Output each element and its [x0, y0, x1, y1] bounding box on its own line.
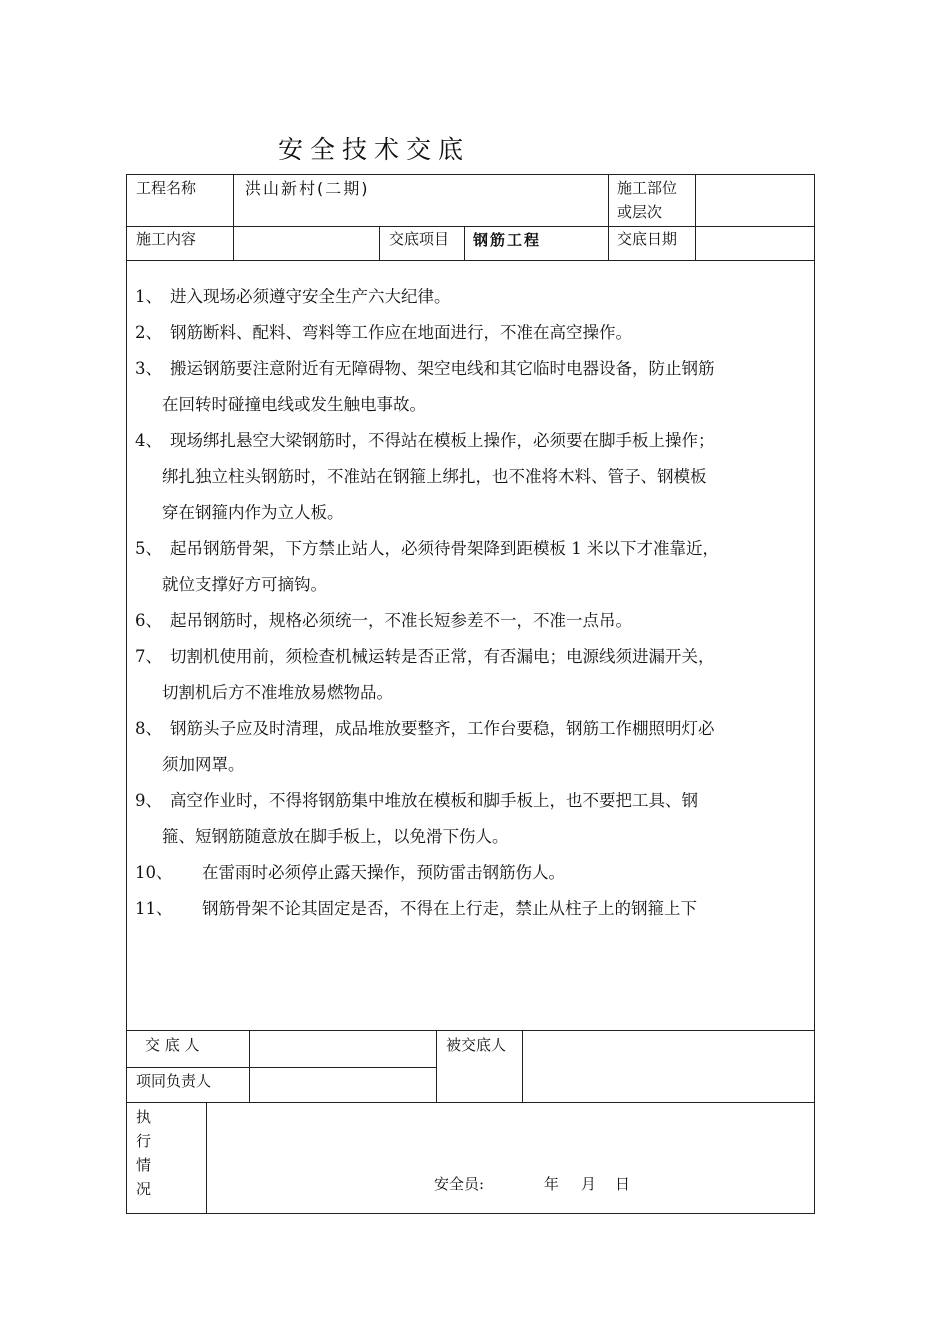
list-item: [135, 279, 807, 315]
grid-line: [126, 1102, 815, 1103]
list-item: [135, 639, 807, 711]
item-value: 钢筋工程: [473, 231, 542, 249]
item-text: 进入现场必须遵守安全生产六大纪律。: [170, 287, 451, 306]
list-item: [135, 891, 807, 927]
item-text: 绑扎独立柱头钢筋时，不准站在钢箍上绑扎，也不准将木料、管子、钢模板: [162, 467, 707, 486]
grid-line: [126, 226, 815, 227]
item-number: 5、: [135, 539, 162, 558]
item-text: 在雷雨时必须停止露天操作，预防雷击钢筋伤人。: [202, 863, 565, 882]
item-text: 搬运钢筋要注意附近有无障碍物、架空电线和其它临时电器设备，防止钢筋: [170, 359, 715, 378]
grid-line: [126, 1030, 815, 1031]
list-item: [135, 351, 807, 423]
list-item: [135, 531, 807, 603]
item-text: 就位支撑好方可摘钩。: [162, 575, 327, 594]
grid-line: [379, 226, 380, 260]
item-text: 切割机后方不准堆放易燃物品。: [162, 683, 393, 702]
date-label: 交底日期: [617, 230, 678, 248]
execution-status-label: [136, 1105, 156, 1201]
item-text: 钢筋断料、配料、弯料等工作应在地面进行，不准在高空操作。: [170, 323, 632, 342]
item-text: 钢筋骨架不论其固定是否，不得在上行走，禁止从柱子上的钢箍上下: [202, 899, 697, 918]
document-title: 安全技术交底: [278, 135, 471, 164]
execution-char: 执: [136, 1108, 152, 1126]
list-item: [135, 423, 807, 531]
safety-officer-label: 安全员:: [434, 1175, 485, 1193]
item-text: 在回转时碰撞电线或发生触电事故。: [162, 395, 426, 414]
list-item: [135, 711, 807, 783]
content-label: 施工内容: [136, 230, 197, 248]
grid-line: [249, 1030, 250, 1102]
item-number: 6、: [135, 611, 162, 630]
date-day-label: 日: [615, 1175, 631, 1193]
item-number: 1、: [135, 287, 162, 306]
location-label-line1: 施工部位: [617, 179, 678, 197]
grid-line: [608, 174, 609, 260]
item-number: 3、: [135, 359, 162, 378]
project-name-label: 工程名称: [136, 179, 197, 197]
item-number: 8、: [135, 719, 162, 738]
item-text: 切割机使用前，须检查机械运转是否正常，有否漏电；电源线须进漏开关，: [170, 647, 715, 666]
item-text: 须加网罩。: [162, 755, 245, 774]
item-text: 穿在钢箍内作为立人板。: [162, 503, 344, 522]
item-text: 现场绑扎悬空大梁钢筋时，不得站在模板上操作，必须要在脚手板上操作；: [170, 431, 715, 450]
date-year-label: 年: [544, 1175, 560, 1193]
list-item: [135, 603, 807, 639]
item-text: 钢筋头子应及时清理，成品堆放要整齐，工作台要稳，钢筋工作棚照明灯必: [170, 719, 715, 738]
date-month-label: 月: [581, 1175, 597, 1193]
item-text: 起吊钢筋时，规格必须统一，不准长短参差不一，不准一点吊。: [170, 611, 632, 630]
project-name-value: 洪山新村(二期): [245, 179, 370, 198]
list-item: [135, 855, 807, 891]
discloser-label: 交 底 人: [145, 1036, 200, 1054]
grid-line: [233, 174, 234, 260]
safety-rules-list: [135, 279, 807, 927]
item-number: 11、: [135, 899, 173, 918]
location-label-line2: 或层次: [617, 203, 663, 221]
grid-line: [522, 1030, 523, 1102]
grid-line: [126, 1067, 436, 1068]
receiver-label: 被交底人: [446, 1036, 507, 1054]
grid-line: [695, 174, 696, 260]
item-number: 9、: [135, 791, 162, 810]
list-item: [135, 783, 807, 855]
item-number: 10、: [135, 863, 173, 882]
item-number: 2、: [135, 323, 162, 342]
grid-line: [126, 260, 815, 261]
item-text: 起吊钢筋骨架，下方禁止站人，必须待骨架降到距模板 1 米以下才准靠近，: [170, 539, 719, 558]
grid-line: [206, 1102, 207, 1214]
execution-char: 行: [136, 1132, 152, 1150]
item-number: 7、: [135, 647, 162, 666]
item-text: 箍、短钢筋随意放在脚手板上，以免滑下伤人。: [162, 827, 509, 846]
grid-line: [464, 226, 465, 260]
grid-line: [436, 1030, 437, 1102]
list-item: [135, 315, 807, 351]
item-text: 高空作业时，不得将钢筋集中堆放在模板和脚手板上，也不要把工具、钢: [170, 791, 698, 810]
execution-char: 情: [136, 1156, 152, 1174]
execution-char: 况: [136, 1180, 152, 1198]
item-number: 4、: [135, 431, 162, 450]
project-manager-label: 项同负责人: [136, 1072, 212, 1090]
item-label: 交底项目: [389, 230, 450, 248]
